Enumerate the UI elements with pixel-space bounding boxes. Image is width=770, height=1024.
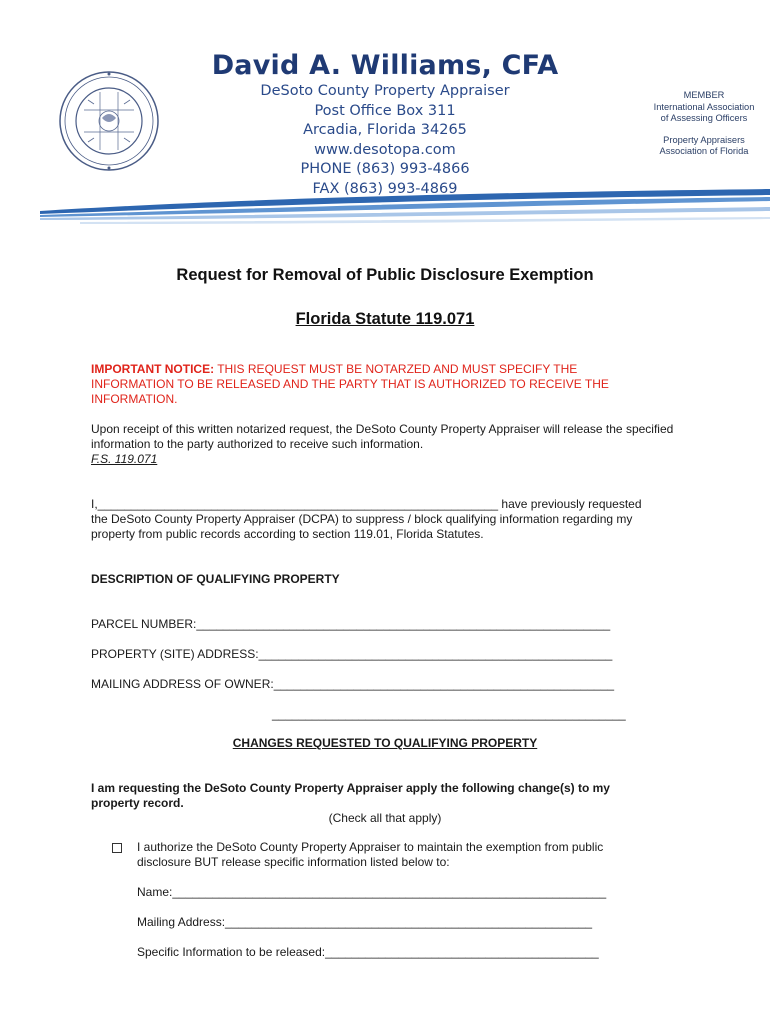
intro-paragraph <box>91 422 681 467</box>
changes-heading: CHANGES REQUESTED TO QUALIFYING PROPERTY <box>232 736 538 750</box>
county-seal-icon <box>58 70 160 172</box>
office-title: DeSoto County Property Appraiser <box>260 83 510 99</box>
site-address-field[interactable]: PROPERTY (SITE) ADDRESS:_____________________________________________________ <box>91 647 613 661</box>
parcel-number-field[interactable]: PARCEL NUMBER:______________________________________________________________ <box>91 617 611 631</box>
specific-information-field[interactable]: Specific Information to be released:_________________________________________ <box>137 945 599 959</box>
letterhead-swoosh <box>0 185 770 230</box>
member-org1-line2: of Assessing Officers <box>660 113 748 123</box>
request-line2: property record. <box>91 796 184 810</box>
notice-text: THIS REQUEST MUST BE NOTARZED AND MUST SPECIFY THE INFORMATION TO BE RELEASED AND THE PARTY THAT IS AUTHORIZED TO RECEIVE THE INFORMATION. <box>91 362 609 406</box>
owner-mailing-address-field[interactable]: MAILING ADDRESS OF OWNER:___________________________________________________ <box>91 677 615 691</box>
statement-line3: property from public records according to section 119.01, Florida Statutes. <box>91 527 484 541</box>
recipient-name-field[interactable]: Name:_________________________________________________________________ <box>137 885 607 899</box>
option1-line1: I authorize the DeSoto County Property Appraiser to maintain the exemption from public <box>137 840 604 854</box>
website-link[interactable]: www.desotopa.com <box>314 141 456 158</box>
city-state-zip: Arcadia, Florida 34265 <box>303 122 467 138</box>
statement-line1[interactable]: I,____________________________________________________________ have previously requested <box>91 497 642 511</box>
member-org2-line2: Association of Florida <box>659 146 749 156</box>
recipient-mailing-address-field[interactable]: Mailing Address:_______________________________________________________ <box>137 915 593 929</box>
member-org1-line1: International Association <box>653 101 755 112</box>
membership-block <box>648 90 760 158</box>
appraiser-name: David A. Williams, CFA <box>211 50 559 81</box>
intro-text: Upon receipt of this written notarized request, the DeSoto County Property Appraiser will release the specified information to the party authorized to receive such information. <box>91 422 674 451</box>
po-box: Post Office Box 311 <box>314 102 456 119</box>
check-all-note: (Check all that apply) <box>328 811 442 825</box>
letterhead-address <box>190 82 580 199</box>
important-notice <box>91 362 651 407</box>
member-org2-line1: Property Appraisers <box>663 134 745 145</box>
page-title: Request for Removal of Public Disclosure Exemption <box>176 266 594 284</box>
property-heading: DESCRIPTION OF QUALIFYING PROPERTY <box>91 572 340 586</box>
statute-reference: F.S. 119.071 <box>91 452 158 466</box>
fax-number: FAX (863) 993-4869 <box>312 180 458 197</box>
phone-number: PHONE (863) 993-4866 <box>300 161 470 177</box>
member-label: MEMBER <box>683 90 725 100</box>
notice-label: IMPORTANT NOTICE: <box>91 362 215 376</box>
statement-line2: the DeSoto County Property Appraiser (DCPA) to suppress / block qualifying information regarding my <box>91 512 633 526</box>
option1-line2: disclosure BUT release specific information listed below to: <box>137 855 450 869</box>
authorize-release-checkbox[interactable] <box>112 843 122 853</box>
statute-subtitle: Florida Statute 119.071 <box>295 310 475 328</box>
owner-mailing-address-continued-field[interactable]: _____________________________________________________ <box>272 707 626 721</box>
owner-statement <box>91 497 691 542</box>
request-line1: I am requesting the DeSoto County Property Appraiser apply the following change(s) to my <box>91 781 610 795</box>
